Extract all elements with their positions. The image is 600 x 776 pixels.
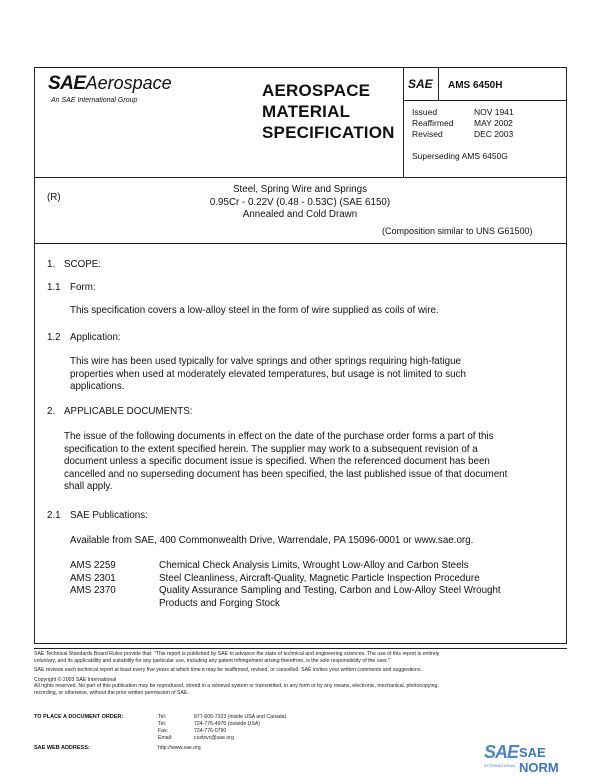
contact-values [194,714,286,742]
section-2-1-body: Available from SAE, 400 Commonwealth Drive, Warrendale, PA 15096-0001 or www.sae.org. [70,535,474,546]
contact-fax: 724-776-0790 [194,728,227,734]
footer-divider [34,648,567,649]
contact-label-3: Fax: [158,728,169,734]
footer-rights-line-2: recording, or otherwise, without the prior written permission of SAE. [34,689,189,696]
logo-aerospace-text: Aerospace [85,73,172,93]
footer-review: SAE reviews each technical report at least every five years at which time it may be reaffirmed, revised, or cancelled. SAE invites your written comments and suggestions. [34,667,422,673]
revision-marker: (R) [47,192,61,203]
stamp-sae-logo: SAE [484,742,519,762]
ref-code-2: AMS 2301 [70,572,116,584]
order-label: TO PLACE A DOCUMENT ORDER: [34,714,124,720]
section-1-2-title: Application: [70,332,121,343]
title-line-1: AEROSPACE [262,81,371,100]
section-2-body [64,431,507,494]
ref-title-1: Chemical Check Analysis Limits, Wrought Low-Alloy and Carbon Steels [159,560,469,571]
section-1-title: SCOPE: [64,259,102,270]
stamp-norm-text: SAE NORM [519,745,559,775]
title-line-2: MATERIAL [262,102,351,121]
sae-norm-stamp [484,742,580,775]
reference-codes [70,560,116,598]
logo-sae-text: SAE [48,73,86,94]
footer-rules-line-1: SAE Technical Standards Board Rules provide that: "This report is published by SAE to advance the state of technical and engineering sciences. The use of this report is entirely [34,651,440,657]
issued-value: NOV 1941 [474,107,514,117]
spec-title-line-3: Annealed and Cold Drawn [242,209,358,220]
sae-small-logo: SAE [408,77,433,91]
ref-title-2: Steel Cleanliness, Aircraft-Quality, Magnetic Particle Inspection Procedure [159,572,480,584]
docnum-divider [403,100,567,101]
reference-titles [159,560,501,610]
section-2-1-number: 2.1 [47,510,61,521]
section-1-2-body [70,356,466,394]
section-2-title: APPLICABLE DOCUMENTS: [64,406,193,417]
section-2-number: 2. [47,406,56,417]
section-1-1-number: 1.1 [47,282,61,293]
logo-subtitle: An SAE International Group [51,97,138,104]
ref-code-3: AMS 2370 [70,585,116,596]
spec-title [150,184,450,222]
footer-rights-line-1: All rights reserved. No part of this publication may be reproduced, stored in a retrieval system or transmitted, in any form or by any means, electronic, mechanical, photocopying, [34,683,439,689]
title-divider [34,243,567,244]
document-number: AMS 6450H [448,80,503,91]
section-1-2-line-2: properties when used at moderately elevated temperatures, but usage is not limited to such [70,368,466,380]
contact-label-4: Email: [158,735,173,741]
contact-label-1: Tel: [158,714,167,720]
header-vertical-divider [403,67,404,177]
contact-labels [158,714,172,742]
page-title [262,80,395,143]
ref-code-1: AMS 2259 [70,560,116,571]
contact-label-2: Tel: [158,721,167,727]
web-label: SAE WEB ADDRESS: [34,745,90,751]
docnum-vertical-divider [438,67,439,100]
title-line-3: SPECIFICATION [262,123,395,142]
section-2-line-1: The issue of the following documents in effect on the date of the purchase order forms a part of this [64,431,494,442]
section-2-line-3: document unless a specific document issue is specified. When the referenced document has been [64,456,490,467]
spec-title-line-2: 0.95Cr - 0.22V (0.48 - 0.53C) (SAE 6150) [209,196,391,208]
section-2-line-2: specification to the extent specified herein. The supplier may work to a subsequent revision of a [64,443,478,455]
contact-tel-1: 877-606-7323 (inside USA and Canada) [194,714,287,720]
section-2-line-5: shall apply. [64,481,113,492]
sae-aerospace-logo [48,73,172,95]
spec-title-line-1: Steel, Spring Wire and Springs [233,184,367,195]
revised-value: DEC 2003 [474,129,514,139]
web-address[interactable]: http://www.sae.org [158,745,201,751]
reaffirmed-value: MAY 2002 [474,118,513,128]
section-1-2-line-1: This wire has been used typically for valve springs and other springs requiring high-fatigue [70,356,461,367]
date-labels [412,107,453,140]
contact-email[interactable]: custsvc@sae.org [194,735,234,741]
footer-legal [34,651,567,696]
section-1-1-title: Form: [70,282,96,293]
section-1-number: 1. [47,259,56,270]
section-2-1-title: SAE Publications: [70,510,148,521]
contact-tel-2: 724-776-4970 (outside USA) [194,721,261,727]
date-values [474,107,514,140]
section-2-line-4: cancelled and no superseding document has been specified, the last published issue of that document [64,468,508,480]
stamp-subtitle: INTERNATIONAL [484,763,516,768]
supersedes-text: Superseding AMS 6450G [412,151,508,161]
ref-title-3: Quality Assurance Sampling and Testing, Carbon and Low-Alloy Steel Wrought [159,585,501,596]
footer-rules-line-2: voluntary, and its applicability and suitability for any particular use, including any patent infringement arising therefrom, is the sole responsibility of the user." [34,657,390,664]
header-divider [34,177,567,178]
ref-title-3-cont: Products and Forging Stock [159,597,280,609]
revised-label: Revised [412,129,443,139]
issued-label: Issued [412,107,438,117]
section-1-2-number: 1.2 [47,332,61,343]
composition-note: (Composition similar to UNS G61500) [382,226,533,236]
section-1-1-body: This specification covers a low-alloy steel in the form of wire supplied as coils of wire. [70,305,439,316]
section-1-2-line-3: applications. [70,381,125,392]
footer-copyright: Copyright © 2003 SAE International [34,676,117,683]
reaffirmed-label: Reaffirmed [412,118,454,128]
